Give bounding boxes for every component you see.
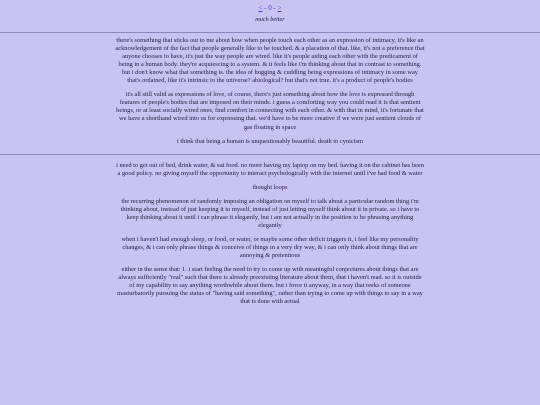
next-link[interactable]: > <box>277 4 282 12</box>
entry-paragraph: i think that being a human is unquestionably beautiful. death to cynicism <box>176 137 363 145</box>
entry-heading: thought loops <box>252 183 288 191</box>
journal-entry <box>115 33 425 146</box>
entry-navigation <box>0 0 540 13</box>
journal-entry <box>115 155 425 307</box>
entry-paragraph: either in the sense that: 1. i start feeling the need to try to come up with meaningful conjectures about things that are always sufficiently "real" such that there is already preexisting literature about them, that i haven't read. so it is outside of my capability to say anything worthwhile about them. but i force it anyway, in a way that reeks of someone masturbatorily pursuing the status of "having said something", rather than trying to come up with things to say in a way that is done with actual <box>117 266 423 306</box>
current-entry-number: 0 <box>268 4 272 12</box>
entry-paragraph: there's something that sticks out to me about how when people touch each other as an expression of intimacy, it's like an acknowledgement of the fact that people generally like to be touched. & a placation of that. like, it's not a preference that anyone chooses to have, it's just the way people are wired. like it's people aiding each other with the predicament of being in a human body. they're acquiescing to a system. & it feels like i'm thinking about that in contrast to something. but i don't know what that something is. the idea of hugging & cuddling being expressions of intimacy in some way that's ordained, like it's intrinsic to the universe? abiological? but that's not true. it's a product of people's bodies <box>115 37 425 85</box>
entry-paragraph: when i haven't had enough sleep, or food, or water, or maybe some other deficit triggers it, i feel like my personality changes, & i can only phrase things & conceive of things in a very dry way, & i can only think about things that are annoying & pretentious <box>121 235 419 260</box>
nav-separator: - <box>264 4 267 12</box>
entry-paragraph: the recurring phenomenon of randomly imposing an obligation on myself to talk about a particular random thing i'm thinking about, instead of just keeping it to myself, instead of just letting myself think about it in private. so i have to keep thinking about it until i can phrase it elegantly, but i am not actually in the position to be phrasing anything elegantly <box>120 197 420 229</box>
nav-separator: - <box>273 4 276 12</box>
entry-paragraph: i need to get out of bed, drink water, & eat food. no more having my laptop on my bed. having it on the cabinet has been a good policy. no giving myself the opportunity to interact psychologically with the internet until i've had food & water <box>116 161 424 177</box>
entry-paragraph: it's all still valid as expressions of love, of course, there's just something about how the love is expressed through features of people's bodies that are imposed on their minds. i guess a comforting way you could read it is that sentient beings, or at least socially wired ones, find comfort in connecting with each other. & with that in mind, it's fortunate that we have a shorthand wired into us for expressing that. we'd have to be more creative if we were just sentient clouds of gas floating in space <box>116 91 424 131</box>
page-subtitle: much better <box>255 16 285 23</box>
prev-link[interactable]: < <box>258 4 263 12</box>
